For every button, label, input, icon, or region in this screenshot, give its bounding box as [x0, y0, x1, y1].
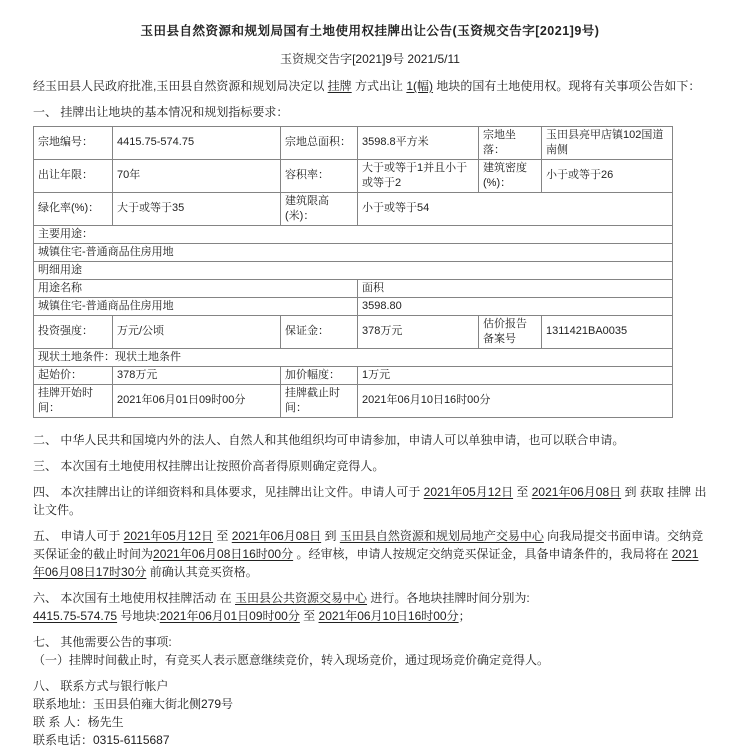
- underlined-text: 2021年06月08日: [231, 528, 322, 543]
- parcel-table-cell: 明细用途: [34, 261, 673, 279]
- text-run: 四、 本次挂牌出让的详细资料和具体要求，见挂牌出让文件。申请人可于: [33, 484, 424, 499]
- parcel-table-cell: 万元/公顷: [113, 315, 281, 348]
- text-run: 六、 本次国有土地使用权挂牌活动 在: [33, 590, 236, 605]
- section-1-heading: 一、 挂牌出让地块的基本情况和规划指标要求：: [33, 104, 289, 119]
- parcel-table-cell: 2021年06月01日09时00分: [113, 384, 281, 417]
- parcel-table-cell: 主要用途：: [34, 225, 673, 243]
- underlined-text: 玉田县自然资源和规划局地产交易中心: [339, 528, 544, 543]
- parcel-table-row: [34, 315, 673, 348]
- parcel-table-cell: 小于或等于26: [542, 159, 673, 192]
- parcel-table-row: [34, 279, 673, 297]
- intro-paragraph: [33, 77, 707, 95]
- text-run: 前确认其竞买资格。: [146, 564, 258, 579]
- text-run: 至: [213, 528, 232, 543]
- parcel-table-row: [34, 159, 673, 192]
- text-run: 经玉田县人民政府批准,玉田县自然资源和规划局决定以: [33, 78, 328, 93]
- parcel-table-cell: 玉田县亮甲店镇102国道南侧: [542, 126, 673, 159]
- parcel-table-row: [34, 192, 673, 225]
- page-title: 玉田县自然资源和规划局国有土地使用权挂牌出让公告(玉资规交告字[2021]9号): [140, 24, 600, 38]
- underlined-text: 2021年06月08日17时30分: [33, 546, 699, 579]
- parcel-table-cell: 加价幅度：: [281, 366, 358, 384]
- parcel-table-cell: 小于或等于54: [358, 192, 673, 225]
- underlined-text: 1(幅): [406, 78, 434, 93]
- text-run: 地块的国有土地使用权。现将有关事项公告如下：: [433, 78, 701, 93]
- parcel-table-row: [34, 384, 673, 417]
- parcel-table-cell: 建筑密度(%)：: [479, 159, 542, 192]
- section-8-contact: [33, 677, 707, 749]
- parcel-table-row: [34, 126, 673, 159]
- text-run: 向我局提交书面申请。交纳竞买保证金的截止时间为: [33, 528, 704, 561]
- underlined-text: 4415.75-574.75: [33, 608, 118, 623]
- parcel-table-row: [34, 297, 673, 315]
- parcel-table-cell: 宗地编号：: [34, 126, 113, 159]
- underlined-text: 2021年05月12日: [123, 528, 214, 543]
- parcel-table-cell: 3598.8平方米: [358, 126, 479, 159]
- underlined-text: 2021年05月12日: [423, 484, 514, 499]
- parcel-table-cell: 估价报告备案号: [479, 315, 542, 348]
- text-run: 方式出让: [351, 78, 407, 93]
- parcel-table-cell: 绿化率(%)：: [34, 192, 113, 225]
- parcel-table-cell: 宗地总面积：: [281, 126, 358, 159]
- text-run: 联 系 人：杨先生: [33, 714, 124, 729]
- text-run: 。经审核，申请人按规定交纳竞买保证金，具备申请条件的，我局将在: [293, 546, 672, 561]
- parcel-table-cell: 起始价：: [34, 366, 113, 384]
- parcel-table-cell: 2021年06月10日16时00分: [358, 384, 673, 417]
- parcel-table-cell: 大于或等于1并且小于或等于2: [358, 159, 479, 192]
- text-run: 至: [299, 608, 319, 623]
- text-run: 二、 中华人民共和国境内外的法人、自然人和其他组织均可申请参加，申请人可以单独申请，也可以联合申请。: [33, 432, 625, 447]
- parcel-table-cell: 建筑限高(米)：: [281, 192, 358, 225]
- parcel-table-cell: 378万元: [358, 315, 479, 348]
- underlined-text: 2021年06月08日16时00分: [153, 546, 294, 561]
- parcel-table-cell: 1万元: [358, 366, 673, 384]
- underlined-text: 2021年06月08日: [531, 484, 622, 499]
- parcel-table-row: [34, 366, 673, 384]
- parcel-table-cell: 用途名称: [34, 279, 358, 297]
- text-run: （一）挂牌时间截止时，有竞买人表示愿意继续竞价，转入现场竞价，通过现场竞价确定竞得人。: [33, 652, 550, 667]
- parcel-table-cell: 面积: [358, 279, 673, 297]
- parcel-table-cell: 城镇住宅-普通商品住房用地: [34, 297, 358, 315]
- text-run: 五、 申请人可于: [33, 528, 124, 543]
- underlined-text: 2021年06月01日09时00分: [159, 608, 300, 623]
- parcel-table-cell: 大于或等于35: [113, 192, 281, 225]
- parcel-table-row: [34, 261, 673, 279]
- parcel-table-cell: 3598.80: [358, 297, 673, 315]
- parcel-info-table: [33, 126, 673, 418]
- underlined-text: 挂牌: [327, 78, 352, 93]
- text-run: 至: [513, 484, 532, 499]
- section-3-winner-rule: [33, 457, 707, 475]
- parcel-table-cell: 容积率：: [281, 159, 358, 192]
- parcel-table-cell: 4415.75-574.75: [113, 126, 281, 159]
- parcel-table-row: [34, 243, 673, 261]
- section-5-application: [33, 527, 707, 581]
- text-run: 到: [321, 528, 340, 543]
- announcement-sections: [33, 431, 707, 749]
- parcel-table-row: [34, 348, 673, 366]
- parcel-table-cell: 70年: [113, 159, 281, 192]
- underlined-text: 玉田县公共资源交易中心: [235, 590, 368, 605]
- section-4-documents: [33, 483, 707, 519]
- parcel-table-cell: 1311421BA0035: [542, 315, 673, 348]
- text-run: 七、 其他需要公告的事项:: [33, 634, 172, 649]
- parcel-table-cell: 挂牌截止时间：: [281, 384, 358, 417]
- section-2-eligibility: [33, 431, 707, 449]
- parcel-table-cell: 现状土地条件：现状土地条件: [34, 348, 673, 366]
- parcel-table-cell: 投资强度：: [34, 315, 113, 348]
- text-run: ；: [458, 608, 471, 623]
- text-run: 三、 本次国有土地使用权挂牌出让按照价高者得原则确定竞得人。: [33, 458, 385, 473]
- text-run: 联系电话：0315-6115687: [33, 732, 170, 747]
- section-7-other-matters: [33, 633, 707, 669]
- parcel-table-row: [34, 225, 673, 243]
- doc-number-and-date: 玉资规交告字[2021]9号 2021/5/11: [280, 51, 460, 66]
- underlined-text: 2021年06月10日16时00分: [318, 608, 459, 623]
- parcel-table-cell: 城镇住宅-普通商品住房用地: [34, 243, 673, 261]
- parcel-table-cell: 宗地坐落：: [479, 126, 542, 159]
- parcel-table-cell: 出让年限：: [34, 159, 113, 192]
- text-run: 八、 联系方式与银行帐户: [33, 678, 169, 693]
- text-run: 到 获取 挂牌 出让文件。: [33, 484, 707, 517]
- section-6-listing-venue: [33, 589, 707, 625]
- text-run: 联系地址：玉田县伯雍大街北侧279号: [33, 696, 234, 711]
- text-run: 号地块:: [117, 608, 160, 623]
- parcel-table-cell: 挂牌开始时间：: [34, 384, 113, 417]
- parcel-table-cell: 保证金：: [281, 315, 358, 348]
- text-run: 进行。各地块挂牌时间分别为:: [367, 590, 530, 605]
- parcel-table-cell: 378万元: [113, 366, 281, 384]
